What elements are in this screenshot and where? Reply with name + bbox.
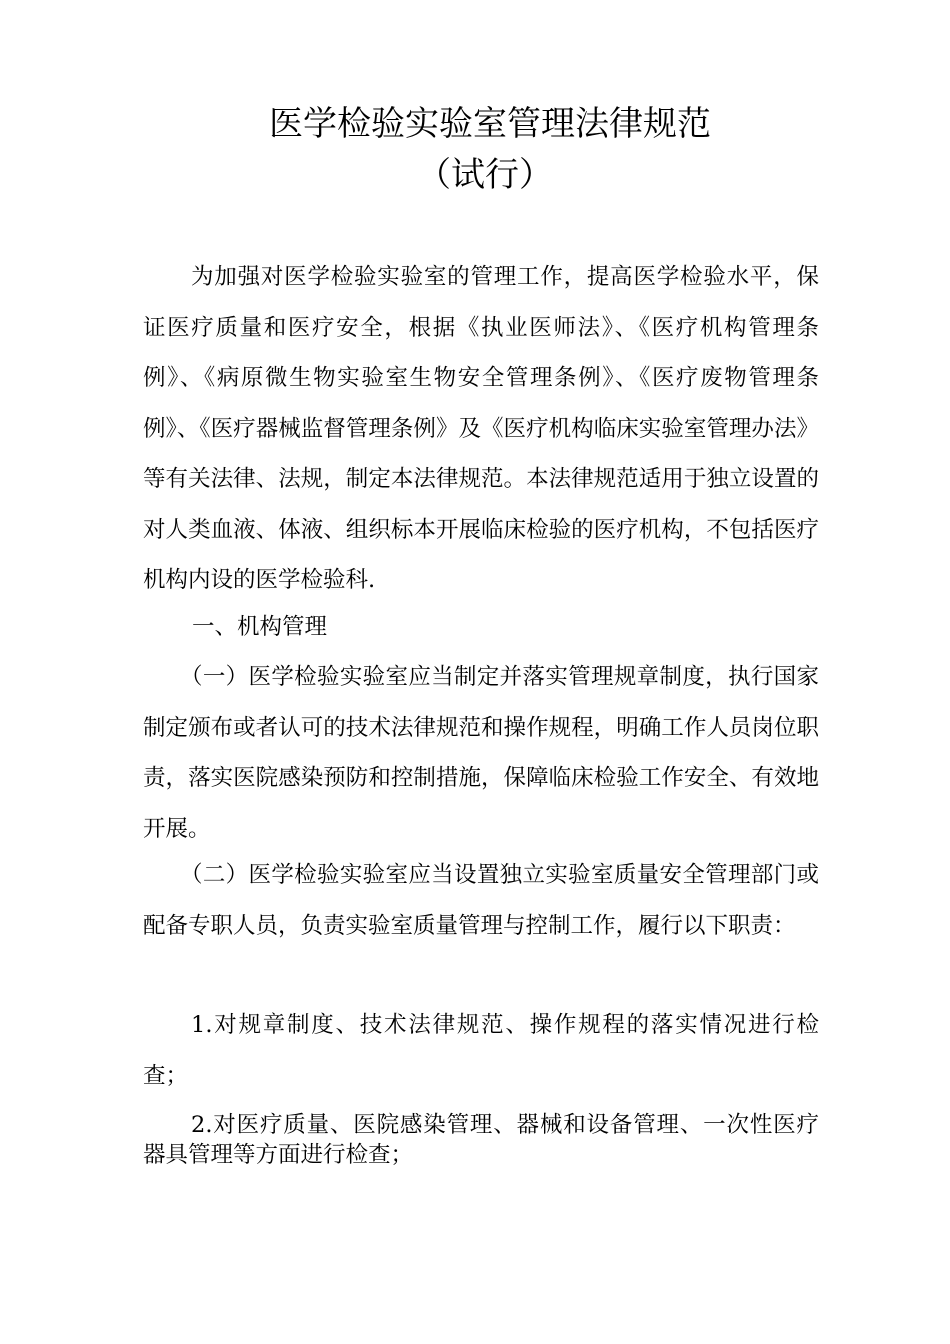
section-heading-organization-management: 一、机构管理 xyxy=(192,614,328,640)
duty-2-paragraph: 2.对医疗质量、医院感染管理、器械和设备管理、一次性医疗器具管理等方面进行检查； xyxy=(143,1112,819,1168)
duty-1-paragraph: 1.对规章制度、技术法律规范、操作规程的落实情况进行检查； xyxy=(143,1012,819,1089)
document-subtitle: （试行） xyxy=(417,155,553,195)
intro-paragraph: 为加强对医学检验实验室的管理工作，提高医学检验水平，保证医疗质量和医疗安全，根据《执业医师法》、《医疗机构管理条例》、《病原微生物实验室生物安全管理条例》、《医疗废物管理条例》、《医疗器械监督管理条例》及《医疗机构临床实验室管理办法》等有关法律、法规，制定本法律规范。本法律规范适用于独立设置的对人类血液、体液、组织标本开展临床检验的医疗机构，不包括医疗机构内设的医学检验科. xyxy=(143,264,819,593)
clause-2-paragraph: （二）医学检验实验室应当设置独立实验室质量安全管理部门或配备专职人员，负责实验室质量管理与控制工作，履行以下职责： xyxy=(143,862,819,939)
clause-1-paragraph: （一）医学检验实验室应当制定并落实管理规章制度，执行国家制定颁布或者认可的技术法律规范和操作规程，明确工作人员岗位职责，落实医院感染预防和控制措施，保障临床检验工作安全、有效地开展。 xyxy=(143,664,819,842)
document-title: 医学检验实验室管理法律规范 xyxy=(269,104,711,144)
